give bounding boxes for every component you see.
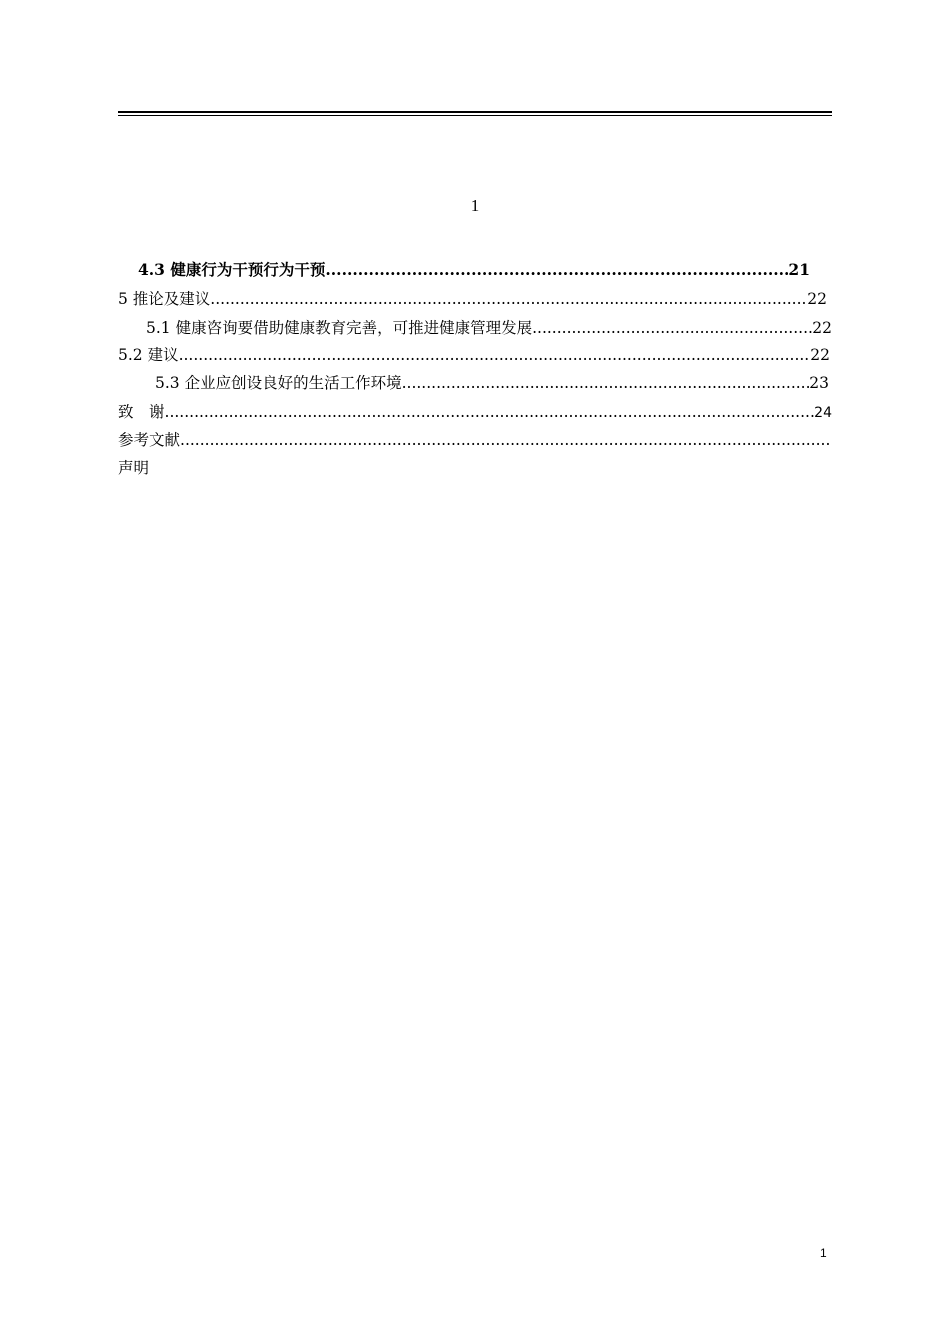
toc-entry-4-3[interactable] bbox=[138, 258, 810, 284]
toc-entry-5-3[interactable] bbox=[155, 371, 829, 397]
toc-entry-title: 4.3 健康行为干预行为干预 bbox=[138, 260, 326, 279]
toc-leader-dots bbox=[179, 346, 811, 364]
toc-entry-title: 5.2 建议 bbox=[118, 346, 179, 364]
toc-entry-title: 声明 bbox=[118, 459, 150, 477]
toc-entry-page: 22 bbox=[807, 290, 827, 308]
toc-entry-page: 21 bbox=[788, 260, 810, 279]
toc-entry-title: 5.3 企业应创设良好的生活工作环境 bbox=[155, 374, 402, 392]
toc-entry-references[interactable] bbox=[118, 428, 830, 454]
toc-entry-title: 5 推论及建议 bbox=[118, 290, 211, 308]
toc-entry-acknowledgements[interactable] bbox=[118, 400, 832, 426]
toc-leader-dots bbox=[180, 431, 830, 449]
header-rule bbox=[118, 111, 832, 116]
toc-entry-title: 参考文献 bbox=[118, 431, 181, 449]
toc-entry-page: 24 bbox=[814, 405, 832, 421]
toc-entry-title: 致 谢 bbox=[118, 403, 165, 421]
toc-leader-dots bbox=[532, 319, 812, 337]
toc-leader-dots bbox=[402, 374, 810, 392]
toc-entry-page: 22 bbox=[810, 346, 830, 364]
toc-entry-5[interactable] bbox=[118, 287, 827, 313]
toc-leader-dots bbox=[165, 403, 815, 421]
toc-entry-declaration[interactable] bbox=[118, 456, 149, 482]
toc-entry-page: 23 bbox=[809, 374, 829, 392]
toc-leader-dots bbox=[210, 290, 807, 308]
toc-entry-title: 5.1 健康咨询要借助健康教育完善，可推进健康管理发展 bbox=[146, 319, 533, 337]
toc-entry-page: 22 bbox=[812, 319, 832, 337]
toc-leader-dots bbox=[325, 260, 788, 279]
toc-entry-5-1[interactable] bbox=[146, 316, 832, 342]
toc-entry-5-2[interactable] bbox=[118, 343, 830, 369]
footer-page-number: 1 bbox=[820, 1246, 827, 1260]
header-page-number: 1 bbox=[470, 196, 480, 215]
